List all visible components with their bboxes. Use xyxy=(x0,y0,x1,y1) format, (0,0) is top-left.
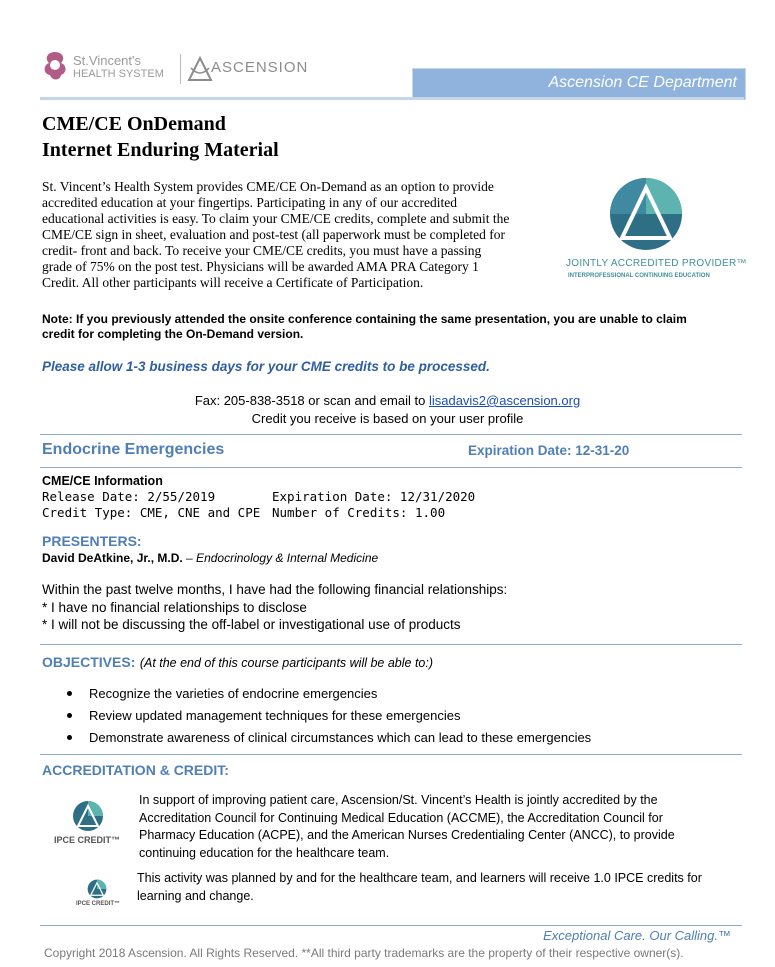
profile-note: Credit you receive is based on your user profile xyxy=(251,411,524,426)
jointly-accredited-logo xyxy=(562,176,747,286)
ipce-label: IPCE CREDIT™ xyxy=(76,901,121,907)
disclosure-line: Within the past twelve months, I have had the following financial relationships: xyxy=(42,582,508,597)
intro-paragraph xyxy=(42,179,562,291)
presenter-role: – Endocrinology & Internal Medicine xyxy=(182,551,379,565)
disclosure-line: * I will not be discussing the off-label or investigational use of products xyxy=(42,617,461,632)
logo-divider xyxy=(180,54,181,84)
page-title-line1: CME/CE OnDemand xyxy=(42,113,226,135)
bullet-icon xyxy=(67,735,72,740)
divider xyxy=(40,434,742,435)
objectives-heading: OBJECTIVES: xyxy=(42,654,136,670)
intro-line: St. Vincent’s Health System provides CME/CE On-Demand as an option to provide xyxy=(42,179,494,194)
copyright: Copyright 2018 Ascension. All Rights Reserved. **All third party trademarks are the property of their respective owner(s). xyxy=(44,946,684,960)
accreditation-line: In support of improving patient care, Ascension/St. Vincent’s Health is jointly accredited by the xyxy=(139,793,658,807)
ascension-wordmark: ASCENSION xyxy=(211,59,309,76)
course-title: Endocrine Emergencies xyxy=(42,441,225,458)
intro-line: accredited education at your fingertips. Participating in any of our accredited xyxy=(42,195,457,210)
disclosure-line: * I have no financial relationships to disclose xyxy=(42,599,307,615)
accreditation-line: continuing education for the healthcare team. xyxy=(139,845,390,860)
number-of-credits: Number of Credits: 1.00 xyxy=(272,505,446,520)
release-date: Release Date: 2/55/2019 xyxy=(42,489,216,504)
cme-info-heading: CME/CE Information xyxy=(42,474,163,488)
note-line: credit for completing the On-Demand version. xyxy=(42,327,304,341)
divider xyxy=(40,644,742,645)
bullet-icon xyxy=(67,713,72,718)
ascension-logo xyxy=(187,54,309,84)
footer-rule xyxy=(40,925,742,926)
presenter-name: David DeAtkine, Jr., M.D. xyxy=(42,551,183,565)
divider xyxy=(40,754,742,755)
presenters-heading: PRESENTERS: xyxy=(42,533,142,549)
banner-title: Ascension CE Department xyxy=(548,74,737,91)
svh-logo-line2: HEALTH SYSTEM xyxy=(73,68,164,80)
expiration-date: Expiration Date: 12/31/2020 xyxy=(272,489,476,504)
divider xyxy=(40,467,742,468)
svh-logo xyxy=(40,50,180,84)
jointly-accredited-mark-icon xyxy=(608,176,684,252)
jap-line1: JOINTLY ACCREDITED PROVIDER™ xyxy=(566,258,747,269)
ipce-mark-icon xyxy=(72,800,104,832)
footer-tagline: Exceptional Care. Our Calling.™ xyxy=(543,928,731,943)
intro-line: credit- front and back. To receive your CME/CE credits, you must have a passing xyxy=(42,243,482,258)
bullet-icon xyxy=(67,691,72,696)
intro-line: CME/CE sign in sheet, evaluation and post-test (all paperwork must be completed for xyxy=(42,227,506,242)
ipce-credit-line: This activity was planned by and for the healthcare team, and learners will receive 1.0 IPCE credits for xyxy=(137,871,702,885)
objectives-subheading: (At the end of this course participants will be able to:) xyxy=(139,656,434,670)
objectives-header xyxy=(42,654,433,672)
objective-item: Recognize the varieties of endocrine emergencies xyxy=(89,686,378,701)
accreditation-line: Pharmacy Education (ACPE), and the American Nurses Credentialing Center (ANCC), to provide xyxy=(139,828,675,842)
ipce-credit-line: learning and change. xyxy=(137,888,254,903)
presenter xyxy=(42,551,378,565)
ipce-credit-paragraph xyxy=(137,870,702,905)
ipce-mark-icon xyxy=(87,879,107,899)
email-link[interactable]: lisadavis2@ascension.org xyxy=(428,393,581,408)
note-line: Note: If you previously attended the onsite conference containing the same presentation, you are unable to claim xyxy=(42,312,687,326)
intro-line: Credit. All other participants will receive a Certificate of Participation. xyxy=(42,275,424,290)
fax-text: Fax: 205-838-3518 or scan and email to xyxy=(194,393,429,408)
objective-item: Review updated management techniques for these emergencies xyxy=(89,708,461,723)
ipce-logo-small xyxy=(74,879,124,913)
accreditation-heading: ACCREDITATION & CREDIT: xyxy=(42,762,229,778)
credit-type: Credit Type: CME, CNE and CPE xyxy=(42,505,261,520)
jap-line2: INTERPROFESSIONAL CONTINUING EDUCATION xyxy=(568,273,710,279)
processing-notice: Please allow 1-3 business days for your CME credits to be processed. xyxy=(42,359,490,374)
page-title-line2: Internet Enduring Material xyxy=(42,139,279,161)
disclosure xyxy=(42,581,507,634)
fax-line xyxy=(0,393,775,408)
header-rule xyxy=(40,97,744,100)
intro-line: educational activities is easy. To claim your CME/CE credits, complete and submit the xyxy=(42,211,510,226)
svh-mark-icon xyxy=(40,50,70,82)
objective-item: Demonstrate awareness of clinical circumstances which can lead to these emergencies xyxy=(89,730,592,745)
ascension-mark-icon xyxy=(187,56,213,82)
ipce-logo-large xyxy=(52,800,126,848)
note-paragraph xyxy=(42,312,687,342)
svh-logo-line1: St.Vincent's xyxy=(73,53,142,68)
accreditation-line: Accreditation Council for Continuing Medical Education (ACCME), the Accreditation Council for xyxy=(139,810,663,825)
header-banner xyxy=(412,68,746,100)
intro-line: grade of 75% on the post test. Physicians will be awarded AMA PRA Category 1 xyxy=(42,259,479,274)
accreditation-paragraph xyxy=(139,792,675,862)
course-expiration: Expiration Date: 12-31-20 xyxy=(468,443,630,458)
ipce-label: IPCE CREDIT™ xyxy=(54,835,121,845)
